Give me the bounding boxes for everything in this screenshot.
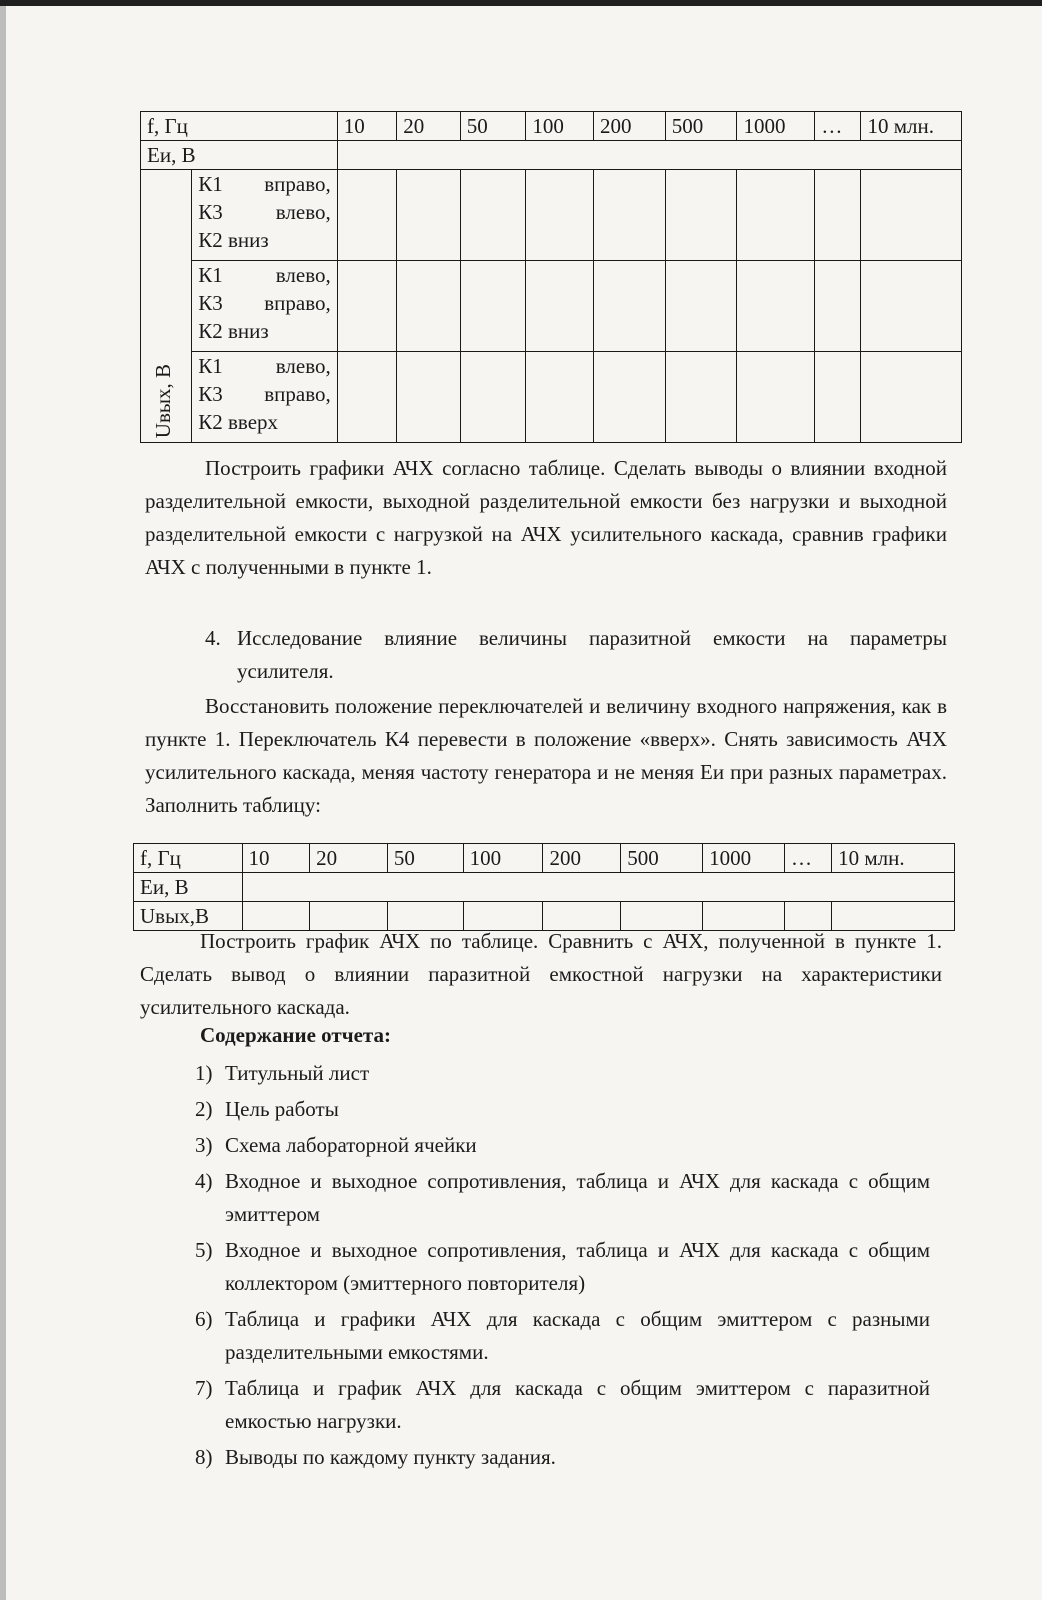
table-row xyxy=(141,170,962,261)
table-row xyxy=(134,873,955,902)
list-text: Входное и выходное сопротивления, таблица и АЧХ для каскада с общим эмиттером xyxy=(225,1169,930,1226)
scan-top-edge xyxy=(0,0,1042,6)
paragraph-parasitic-conclusion: Построить график АЧХ по таблице. Сравнить с АЧХ, полученной в пункте 1. Сделать вывод о влиянии паразитной емкостной нагрузки на характеристики усилительного каскада. xyxy=(140,929,942,1019)
switch-state: влево, xyxy=(275,263,331,287)
switch-state: влево, xyxy=(275,200,331,224)
empty-cell xyxy=(815,352,861,443)
freq-header: f, Гц xyxy=(141,112,338,141)
switch-state: вправо, xyxy=(264,172,331,196)
freq-cell: 1000 xyxy=(737,112,815,141)
table-row xyxy=(141,261,962,352)
list-number: 2) xyxy=(195,1097,213,1121)
list-item xyxy=(195,1372,930,1438)
switch-state: вправо, xyxy=(264,382,331,406)
list-item xyxy=(195,1441,930,1474)
switch-label: К1 xyxy=(198,172,223,196)
empty-cell xyxy=(397,261,461,352)
report-contents-list xyxy=(195,1057,930,1477)
empty-cell xyxy=(460,261,526,352)
freq-cell: 50 xyxy=(387,844,463,873)
empty-cell xyxy=(861,352,962,443)
freq-header: f, Гц xyxy=(134,844,243,873)
list-item xyxy=(195,1129,930,1162)
empty-cell xyxy=(526,170,594,261)
switch-config-cell xyxy=(192,261,338,352)
freq-cell: … xyxy=(785,844,832,873)
report-heading: Содержание отчета: xyxy=(200,1023,391,1047)
list-text: Таблица и графики АЧХ для каскада с общим эмиттером с разными разделительными емкостями. xyxy=(225,1307,930,1364)
empty-cell xyxy=(460,352,526,443)
paragraph-afc-conclusions: Построить графики АЧХ согласно таблице. Сделать выводы о влиянии входной разделительной емкости, выходной разделительной емкости без нагрузки и выходной разделительной емкости с нагрузкой на АЧХ усилительного каскада, сравнив графики АЧХ с полученными в пункте 1. xyxy=(145,456,947,579)
table-row xyxy=(141,352,962,443)
freq-cell: 200 xyxy=(543,844,621,873)
switch-label: К3 xyxy=(198,291,223,315)
empty-cell xyxy=(337,261,396,352)
scan-left-edge xyxy=(0,6,6,1600)
list-number: 8) xyxy=(195,1445,213,1469)
freq-cell: 10 xyxy=(242,844,310,873)
frequency-response-table-2 xyxy=(133,843,955,931)
list-item xyxy=(195,1057,930,1090)
empty-cell xyxy=(665,352,737,443)
empty-cell xyxy=(815,261,861,352)
empty-cell xyxy=(593,261,665,352)
table-row xyxy=(141,141,962,170)
paragraph-procedure: Восстановить положение переключателей и величину входного напряжения, как в пункте 1. Переключатель К4 перевести в положение «вверх». Снять зависимость АЧХ усилительного каскада, меняя частоту генератора и не меняя Еи при разных параметрах. Заполнить таблицу: xyxy=(145,694,947,817)
list-number: 1) xyxy=(195,1061,213,1085)
uout-label-cell xyxy=(141,170,192,443)
ei-value-cell xyxy=(337,141,961,170)
switch-line: К2 вниз xyxy=(198,228,269,252)
list-text: Цель работы xyxy=(225,1097,339,1121)
empty-cell xyxy=(665,261,737,352)
switch-state: влево, xyxy=(275,354,331,378)
list-text: Выводы по каждому пункту задания. xyxy=(225,1445,556,1469)
empty-cell xyxy=(665,170,737,261)
empty-cell xyxy=(815,170,861,261)
empty-cell xyxy=(593,352,665,443)
freq-cell: 50 xyxy=(460,112,526,141)
empty-cell xyxy=(861,261,962,352)
empty-cell xyxy=(526,261,594,352)
switch-line: К2 вниз xyxy=(198,319,269,343)
list-item xyxy=(195,1093,930,1126)
freq-cell: 500 xyxy=(621,844,703,873)
empty-cell xyxy=(737,261,815,352)
empty-cell xyxy=(397,352,461,443)
list-item xyxy=(195,1303,930,1369)
empty-cell xyxy=(593,170,665,261)
list-text: Титульный лист xyxy=(225,1061,370,1085)
switch-label: К1 xyxy=(198,354,223,378)
freq-cell: … xyxy=(815,112,861,141)
switch-config-cell xyxy=(192,170,338,261)
freq-cell: 1000 xyxy=(703,844,785,873)
empty-cell xyxy=(526,352,594,443)
list-number: 3) xyxy=(195,1133,213,1157)
list-number: 5) xyxy=(195,1238,213,1262)
frequency-response-table-1 xyxy=(140,111,962,443)
section-item-4 xyxy=(205,622,947,688)
freq-cell: 200 xyxy=(593,112,665,141)
list-number: 4) xyxy=(195,1169,213,1193)
freq-cell: 500 xyxy=(665,112,737,141)
switch-label: К3 xyxy=(198,200,223,224)
switch-label: К1 xyxy=(198,263,223,287)
freq-cell: 10 млн. xyxy=(832,844,955,873)
empty-cell xyxy=(737,352,815,443)
switch-line: К2 вверх xyxy=(198,410,279,434)
list-text: Таблица и график АЧХ для каскада с общим эмиттером с паразитной емкостью нагрузки. xyxy=(225,1376,930,1433)
list-text: Входное и выходное сопротивления, таблица и АЧХ для каскада с общим коллектором (эмиттерного повторителя) xyxy=(225,1238,930,1295)
list-number: 6) xyxy=(195,1307,213,1331)
uout-label: Uвых, В xyxy=(151,363,175,438)
list-item xyxy=(195,1234,930,1300)
switch-label: К3 xyxy=(198,382,223,406)
switch-config-cell xyxy=(192,352,338,443)
list-number: 7) xyxy=(195,1376,213,1400)
empty-cell xyxy=(337,170,396,261)
ei-label: Еи, В xyxy=(134,873,243,902)
switch-state: вправо, xyxy=(264,291,331,315)
empty-cell xyxy=(397,170,461,261)
freq-cell: 100 xyxy=(526,112,594,141)
freq-cell: 20 xyxy=(397,112,461,141)
uout-label: Uвых,В xyxy=(134,902,243,931)
empty-cell xyxy=(460,170,526,261)
list-item xyxy=(195,1165,930,1231)
empty-cell xyxy=(737,170,815,261)
empty-cell xyxy=(861,170,962,261)
freq-cell: 20 xyxy=(310,844,388,873)
empty-cell xyxy=(337,352,396,443)
freq-cell: 10 млн. xyxy=(861,112,962,141)
section-title: Исследование влияние величины паразитной емкости на параметры усилителя. xyxy=(237,626,947,683)
ei-value-cell xyxy=(242,873,955,902)
table-row xyxy=(134,844,955,873)
table-row xyxy=(141,112,962,141)
freq-cell: 100 xyxy=(463,844,543,873)
list-text: Схема лабораторной ячейки xyxy=(225,1133,477,1157)
ei-label: Еи, В xyxy=(141,141,338,170)
freq-cell: 10 xyxy=(337,112,396,141)
section-number: 4. xyxy=(205,626,221,650)
